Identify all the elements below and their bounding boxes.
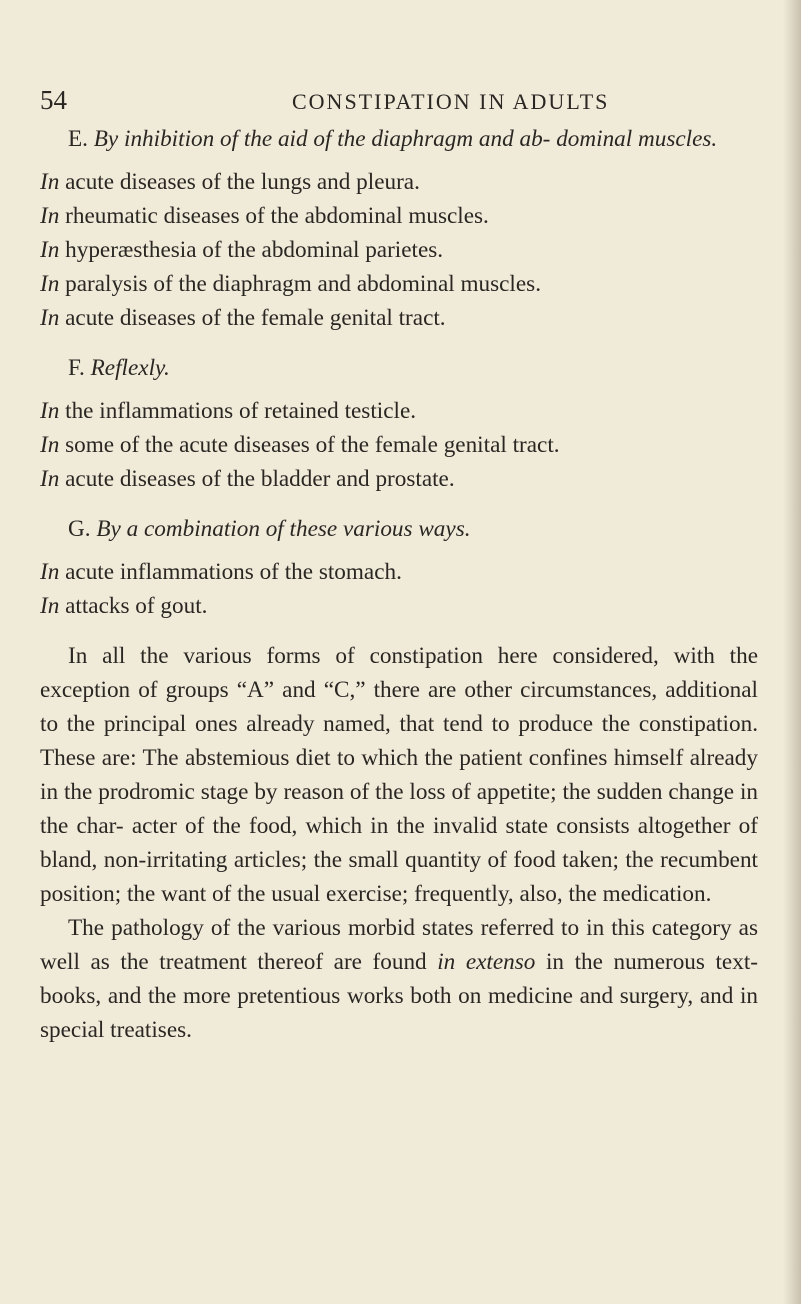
list-item (40, 589, 758, 623)
paragraph-2-before: The pathology of the various morbid states referred to in this category as well as the treatment thereof are found (40, 915, 758, 975)
item-lead: In (40, 237, 60, 263)
item-lead: In (40, 593, 60, 619)
paragraph-constipation-circumstances: In all the various forms of constipation here considered, with the exception of groups “A” and “C,” there are other circumstances, additional to the principal ones already named, that tend to produce the constipation. These are: The abstemious diet to which the patient confines himself already in the prodromic stage by reason of the loss of appetite; the sudden change in the char- acter of the food, which in the invalid state consists altogether of bland, non-irritating articles; the small quantity of food taken; the recumbent position; the want of the usual exercise; frequently, also, the medication. (40, 643, 758, 907)
section-f-heading (40, 351, 758, 385)
list-item (40, 301, 758, 335)
section-g-title: By a combination of these various ways. (96, 516, 471, 542)
item-lead: In (40, 559, 60, 585)
paragraph-2-after: in the numerous text-books, and the more pretentious works both on medicine and surgery, and in special treatises. (40, 949, 758, 1043)
body-text (40, 122, 758, 1047)
item-text: acute diseases of the bladder and prostate. (59, 466, 455, 492)
list-item (40, 428, 758, 462)
item-lead: In (40, 169, 60, 195)
item-lead: In (40, 398, 60, 424)
section-f-letter: F. (68, 355, 85, 381)
list-item (40, 165, 758, 199)
section-e-heading (40, 122, 758, 156)
item-lead: In (40, 305, 60, 331)
section-f-title: Reflexly. (90, 355, 170, 381)
running-title: CONSTIPATION IN ADULTS (292, 89, 610, 114)
section-g-letter: G. (68, 516, 91, 542)
list-item (40, 394, 758, 428)
list-item (40, 233, 758, 267)
section-e-letter: E. (68, 126, 88, 152)
page-number: 54 (40, 85, 67, 115)
item-lead: In (40, 466, 60, 492)
item-lead: In (40, 271, 60, 297)
running-head (40, 84, 760, 120)
list-item (40, 462, 758, 496)
section-g-heading (40, 512, 758, 546)
item-text: attacks of gout. (59, 593, 208, 619)
paragraph-pathology (40, 911, 758, 1047)
item-text: acute diseases of the female genital tract. (59, 305, 446, 331)
list-item (40, 267, 758, 301)
item-text: acute diseases of the lungs and pleura. (59, 169, 420, 195)
item-text: paralysis of the diaphragm and abdominal muscles. (59, 271, 541, 297)
section-e-title: By inhibition of the aid of the diaphragm and ab- dominal muscles. (93, 126, 718, 152)
item-text: the inflammations of retained testicle. (59, 398, 417, 424)
item-text: rheumatic diseases of the abdominal muscles. (59, 203, 489, 229)
section-e-list (40, 165, 758, 335)
item-text: acute inflammations of the stomach. (59, 559, 402, 585)
list-item (40, 199, 758, 233)
item-lead: In (40, 432, 60, 458)
section-f-list (40, 394, 758, 496)
paragraph-2-italic: in extenso (437, 949, 536, 975)
section-g-list (40, 555, 758, 623)
item-lead: In (40, 203, 60, 229)
list-item (40, 555, 758, 589)
item-text: some of the acute diseases of the female genital tract. (59, 432, 560, 458)
item-text: hyperæsthesia of the abdominal parietes. (59, 237, 444, 263)
